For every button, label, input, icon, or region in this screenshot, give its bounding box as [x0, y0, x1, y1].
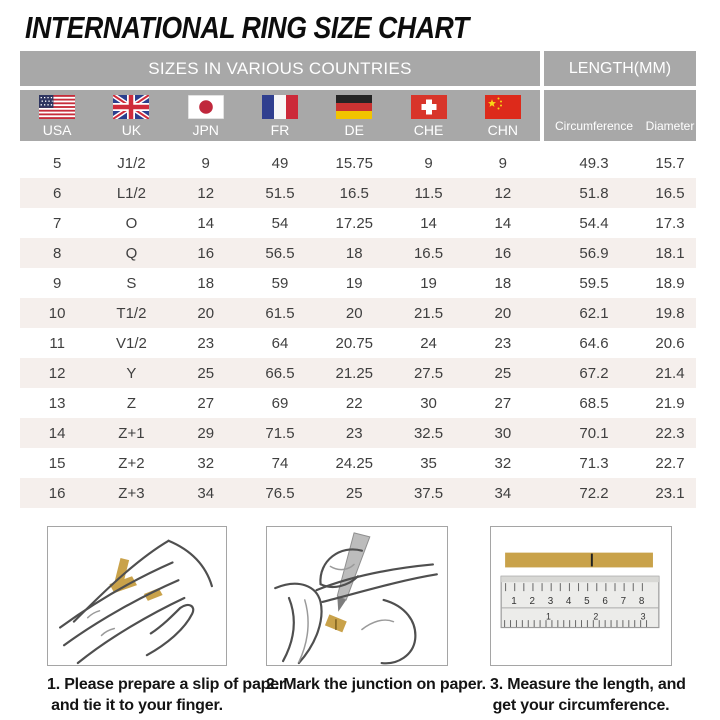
table-cell: 51.5 — [265, 184, 295, 202]
step-3-caption-line1: 3. Measure the length, and — [490, 676, 686, 693]
japan-flag-icon — [188, 95, 224, 119]
table-cell: 27.5 — [413, 364, 444, 382]
step-3-measure-length — [490, 526, 686, 716]
column-label-de: DE — [344, 122, 364, 138]
table-cell: Z+2 — [118, 454, 145, 472]
table-cell: 25 — [197, 364, 215, 382]
table-cell: 37.5 — [413, 484, 444, 502]
table-cell: 51.8 — [579, 184, 609, 202]
uk-flag-icon — [113, 95, 149, 119]
table-cell: 69 — [271, 394, 289, 412]
table-cell: 32.5 — [413, 424, 444, 442]
svg-text:1: 1 — [546, 611, 551, 622]
table-cell: 16 — [494, 244, 512, 262]
table-cell: 20 — [494, 304, 512, 322]
column-label-fr: FR — [270, 122, 290, 138]
table-cell: 23 — [197, 334, 215, 352]
table-cell: Z+1 — [118, 424, 145, 442]
table-cell: 15.7 — [655, 154, 685, 172]
table-cell: 11.5 — [414, 184, 443, 202]
paper-strip — [505, 553, 653, 568]
table-row — [20, 448, 696, 478]
ruler-measure-illustration — [491, 527, 671, 665]
table-cell: 24 — [420, 334, 437, 352]
svg-text:6: 6 — [602, 595, 608, 607]
table-cell: 15.75 — [335, 154, 374, 172]
table-cell: 68.5 — [579, 394, 609, 412]
table-cell: J1/2 — [117, 154, 146, 172]
column-label-uk: UK — [121, 122, 142, 138]
column-header-chn — [466, 90, 540, 141]
table-cell: 19 — [345, 274, 363, 292]
table-cell: 9 — [201, 154, 210, 172]
table-cell: 64 — [271, 334, 289, 352]
step-1-caption-line2: and tie it to your finger. — [51, 697, 223, 714]
measuring-instructions — [0, 526, 720, 714]
table-cell: 76.5 — [265, 484, 295, 502]
table-cell: 54 — [271, 214, 289, 232]
table-cell: 22 — [345, 394, 363, 412]
switzerland-flag-icon — [411, 95, 447, 119]
step-3-caption — [490, 674, 686, 716]
table-cell: 20 — [345, 304, 363, 322]
table-cell: Y — [126, 364, 137, 382]
column-header-de — [317, 90, 391, 141]
table-cell: 7 — [52, 214, 62, 232]
table-cell: 16.5 — [655, 184, 685, 202]
step-1-caption-line1: 1. Please prepare a slip of paper — [47, 676, 285, 693]
table-cell: 13 — [48, 394, 66, 412]
table-cell: 14 — [494, 214, 512, 232]
table-cell: 25 — [494, 364, 512, 382]
table-row — [20, 148, 696, 178]
table-cell: T1/2 — [116, 304, 147, 322]
table-cell: 29 — [197, 424, 215, 442]
column-label-chn: CHN — [487, 122, 518, 138]
table-cell: 22.3 — [655, 424, 685, 442]
table-cell: 18 — [494, 274, 512, 292]
table-cell: 67.2 — [579, 364, 609, 382]
table-cell: 32 — [197, 454, 215, 472]
table-cell: 71.5 — [265, 424, 295, 442]
table-row — [20, 298, 696, 328]
ruler — [501, 576, 659, 627]
svg-text:5: 5 — [584, 595, 590, 607]
table-row — [20, 208, 696, 238]
svg-text:3: 3 — [640, 611, 646, 622]
france-flag-icon — [262, 95, 298, 119]
table-cell: 18 — [345, 244, 363, 262]
column-header-jpn — [169, 90, 243, 141]
column-header-row — [20, 90, 696, 141]
table-cell: 9 — [498, 154, 507, 172]
column-header-uk — [94, 90, 168, 141]
table-cell: V1/2 — [115, 334, 147, 352]
table-cell: 16 — [197, 244, 215, 262]
table-cell: 56.5 — [265, 244, 295, 262]
table-cell: 34 — [494, 484, 512, 502]
svg-text:3: 3 — [547, 595, 554, 607]
table-cell: 9 — [424, 154, 433, 172]
table-row — [20, 388, 696, 418]
table-cell: 21.4 — [655, 364, 685, 382]
table-cell: 12 — [48, 364, 66, 382]
step-2-illustration-box — [266, 526, 448, 666]
table-cell: 9 — [52, 274, 62, 292]
column-header-usa — [20, 90, 94, 141]
svg-text:4: 4 — [565, 595, 572, 607]
page-title: INTERNATIONAL RING SIZE CHART — [25, 10, 469, 45]
table-cell: 64.6 — [579, 334, 609, 352]
column-header-che — [391, 90, 465, 141]
hand-marking-paper-illustration — [267, 527, 447, 665]
table-row — [20, 328, 696, 358]
table-row — [20, 268, 696, 298]
table-cell: 25 — [345, 484, 363, 502]
table-cell: 49 — [271, 154, 289, 172]
table-cell: 20.75 — [335, 334, 374, 352]
table-cell: 54.4 — [579, 214, 609, 232]
step-1-prepare-paper — [47, 526, 285, 716]
table-cell: L1/2 — [116, 184, 147, 202]
table-cell: 23.1 — [655, 484, 685, 502]
svg-text:1: 1 — [511, 595, 517, 607]
table-cell: 72.2 — [579, 484, 609, 502]
table-cell: 16 — [48, 484, 66, 502]
table-cell: 19.8 — [655, 304, 685, 322]
table-cell: 18 — [197, 274, 215, 292]
table-cell: Z+3 — [118, 484, 145, 502]
step-1-caption — [47, 674, 285, 716]
table-cell: 19 — [420, 274, 437, 292]
table-cell: 14 — [420, 214, 437, 232]
table-cell: 23 — [494, 334, 512, 352]
table-body — [20, 148, 696, 508]
table-cell: 18.1 — [655, 244, 685, 262]
table-cell: 62.1 — [579, 304, 609, 322]
table-cell: 21.25 — [335, 364, 374, 382]
table-cell: 59.5 — [579, 274, 609, 292]
table-cell: 61.5 — [265, 304, 295, 322]
step-2-mark-junction — [266, 526, 486, 695]
table-cell: 10 — [48, 304, 66, 322]
table-cell: 24.25 — [335, 454, 374, 472]
table-cell: 74 — [271, 454, 289, 472]
country-columns — [20, 90, 540, 141]
step-3-illustration-box — [490, 526, 672, 666]
table-cell: 34 — [197, 484, 215, 502]
table-cell: 23 — [345, 424, 363, 442]
table-cell: 59 — [271, 274, 289, 292]
table-cell: 11 — [49, 334, 65, 352]
table-cell: 30 — [494, 424, 512, 442]
table-cell: 49.3 — [579, 154, 609, 172]
table-cell: 20 — [197, 304, 215, 322]
table-cell: 18.9 — [655, 274, 685, 292]
svg-text:7: 7 — [620, 595, 627, 607]
table-row — [20, 418, 696, 448]
group-header-row — [20, 51, 696, 86]
table-cell: 27 — [494, 394, 512, 412]
svg-text:8: 8 — [638, 595, 645, 607]
table-cell: 66.5 — [265, 364, 295, 382]
table-cell: 21.9 — [655, 394, 685, 412]
table-cell: 20.6 — [655, 334, 685, 352]
table-cell: 56.9 — [579, 244, 609, 262]
step-1-illustration-box — [47, 526, 227, 666]
step-2-caption — [266, 674, 486, 695]
ring-size-table — [20, 51, 696, 508]
table-cell: 21.5 — [413, 304, 444, 322]
table-row — [20, 478, 696, 508]
step-2-caption-line1: 2. Mark the junction on paper. — [266, 676, 486, 693]
table-cell: 8 — [52, 244, 62, 262]
table-cell: 35 — [420, 454, 437, 472]
table-cell: S — [126, 274, 137, 292]
svg-text:2: 2 — [529, 595, 535, 607]
group-header-length: LENGTH(MM) — [544, 51, 696, 86]
group-header-sizes: SIZES IN VARIOUS COUNTRIES — [20, 51, 540, 86]
step-3-caption-line2: get your circumference. — [492, 697, 670, 714]
svg-text:2: 2 — [593, 611, 599, 622]
table-cell: Z — [126, 394, 136, 412]
column-header-fr — [243, 90, 317, 141]
table-cell: 14 — [197, 214, 215, 232]
table-cell: 6 — [52, 184, 62, 202]
hand-with-paper-strip-illustration — [48, 527, 226, 665]
china-flag-icon — [485, 95, 521, 119]
column-header-circumference: Circumference — [554, 119, 634, 133]
length-columns — [544, 90, 696, 141]
table-cell: 22.7 — [655, 454, 685, 472]
table-cell: 12 — [197, 184, 215, 202]
table-cell: 32 — [494, 454, 512, 472]
column-header-diameter: Diameter — [645, 119, 695, 133]
germany-flag-icon — [336, 95, 372, 119]
table-cell: 27 — [197, 394, 215, 412]
table-cell: 16.5 — [413, 244, 444, 262]
table-cell: 5 — [52, 154, 62, 172]
table-cell: Q — [125, 244, 138, 262]
usa-flag-icon — [39, 95, 75, 119]
column-label-che: CHE — [413, 122, 444, 138]
table-cell: 12 — [494, 184, 512, 202]
table-cell: O — [125, 214, 138, 232]
table-row — [20, 178, 696, 208]
column-label-jpn: JPN — [192, 122, 219, 138]
table-cell: 17.25 — [335, 214, 374, 232]
table-cell: 17.3 — [655, 214, 685, 232]
table-cell: 16.5 — [339, 184, 369, 202]
table-row — [20, 358, 696, 388]
table-cell: 30 — [420, 394, 437, 412]
table-cell: 15 — [48, 454, 66, 472]
table-cell: 70.1 — [579, 424, 609, 442]
column-label-usa: USA — [42, 122, 72, 138]
table-cell: 71.3 — [579, 454, 609, 472]
table-row — [20, 238, 696, 268]
table-cell: 14 — [48, 424, 66, 442]
